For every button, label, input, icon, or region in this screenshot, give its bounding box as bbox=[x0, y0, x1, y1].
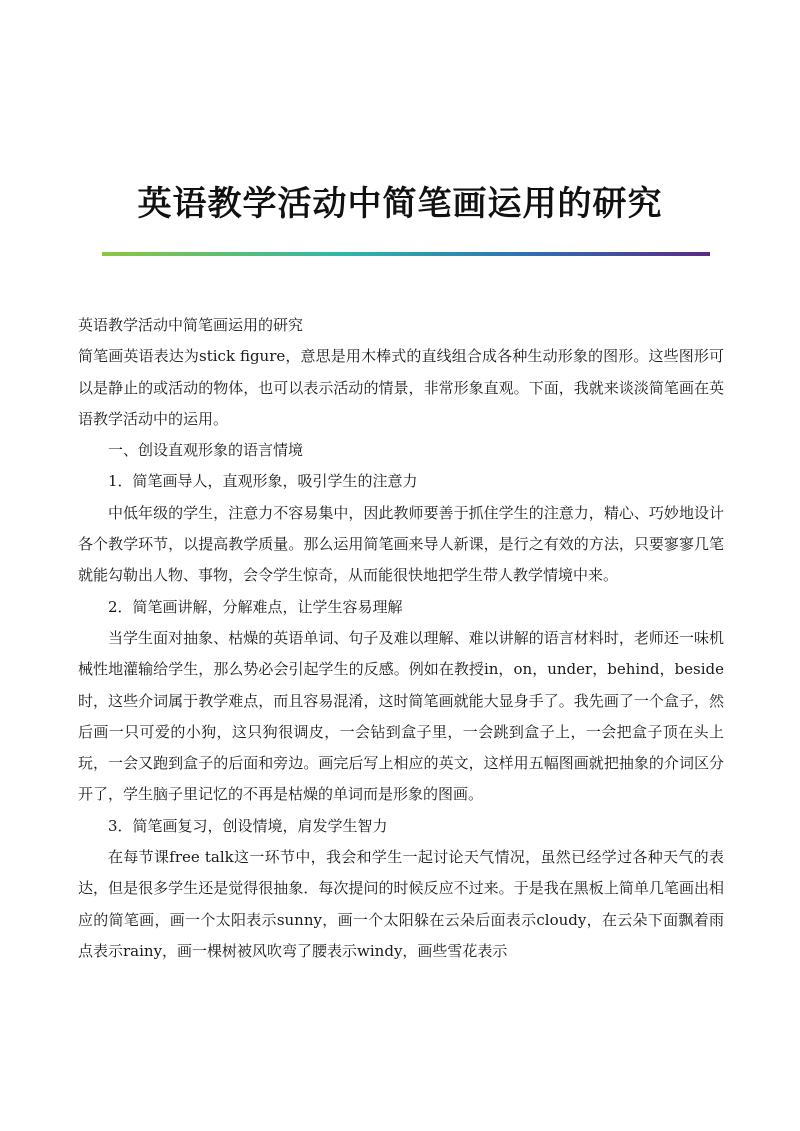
paragraph-1: 英语教学活动中简笔画运用的研究 bbox=[78, 316, 304, 334]
paragraph-5: 在每节课free talk这一环节中，我会和学生一起讨论天气情况，虽然已经学过各种天气的表达，但是很多学生还是觉得很抽象．每次提问的时候反应不过来。于是我在黑板上简单几笔画出相应的简笔画，画一个太阳表示sunny，画一个太阳躲在云朵后面表示cloudy，在云朵下面飘着雨点表示rainy，画一棵树被风吹弯了腰表示windy，画些雪花表示 bbox=[78, 848, 724, 960]
section-heading-1: 一、创设直观形象的语言情境 bbox=[108, 441, 304, 460]
document-body bbox=[78, 310, 724, 967]
subsection-heading-1: 1．简笔画导人，直观形象，吸引学生的注意力 bbox=[108, 472, 418, 491]
paragraph-4: 当学生面对抽象、枯燥的英语单词、句子及难以理解、难以讲解的语言材料时，老师还一味机械性地灌输给学生，那么势必会引起学生的反感。例如在教授in，on，under，behind，beside时，这些介词属于教学难点，而且容易混淆，这时简笔画就能大显身手了。我先画了一个盒子，然后画一只可爱的小狗，这只狗很调皮，一会钻到盒子里，一会跳到盒子上，一会把盒子顶在头上玩，一会又跑到盒子的后面和旁边。画完后写上相应的英文，这样用五幅图画就把抽象的介词区分开了，学生脑子里记忆的不再是枯燥的单词而是形象的图画。 bbox=[78, 628, 724, 804]
paragraph-2: 简笔画英语表达为stick figure，意思是用木棒式的直线组合成各种生动形象的图形。这些图形可以是静止的或活动的物体，也可以表示活动的情景，非常形象直观。下面，我就来谈淡简笔画在英语教学活动中的运用。 bbox=[78, 347, 724, 428]
paragraph-3: 中低年级的学生，注意力不容易集中，因此教师要善于抓住学生的注意力，精心、巧妙地设计各个教学环节，以提高教学质量。那么运用简笔画来导人新课，是行之有效的方法，只要寥寥几笔就能勾勒出人物、事物，会令学生惊奇，从而能很快地把学生带人教学情境中来。 bbox=[78, 503, 724, 585]
page-title: 英语教学活动中简笔画运用的研究 bbox=[137, 183, 663, 224]
subsection-heading-3: 3．简笔画复习，创设情境，肩发学生智力 bbox=[108, 816, 388, 835]
title-divider bbox=[102, 252, 710, 256]
subsection-heading-2: 2．简笔画讲解，分解难点，让学生容易理解 bbox=[108, 597, 403, 616]
